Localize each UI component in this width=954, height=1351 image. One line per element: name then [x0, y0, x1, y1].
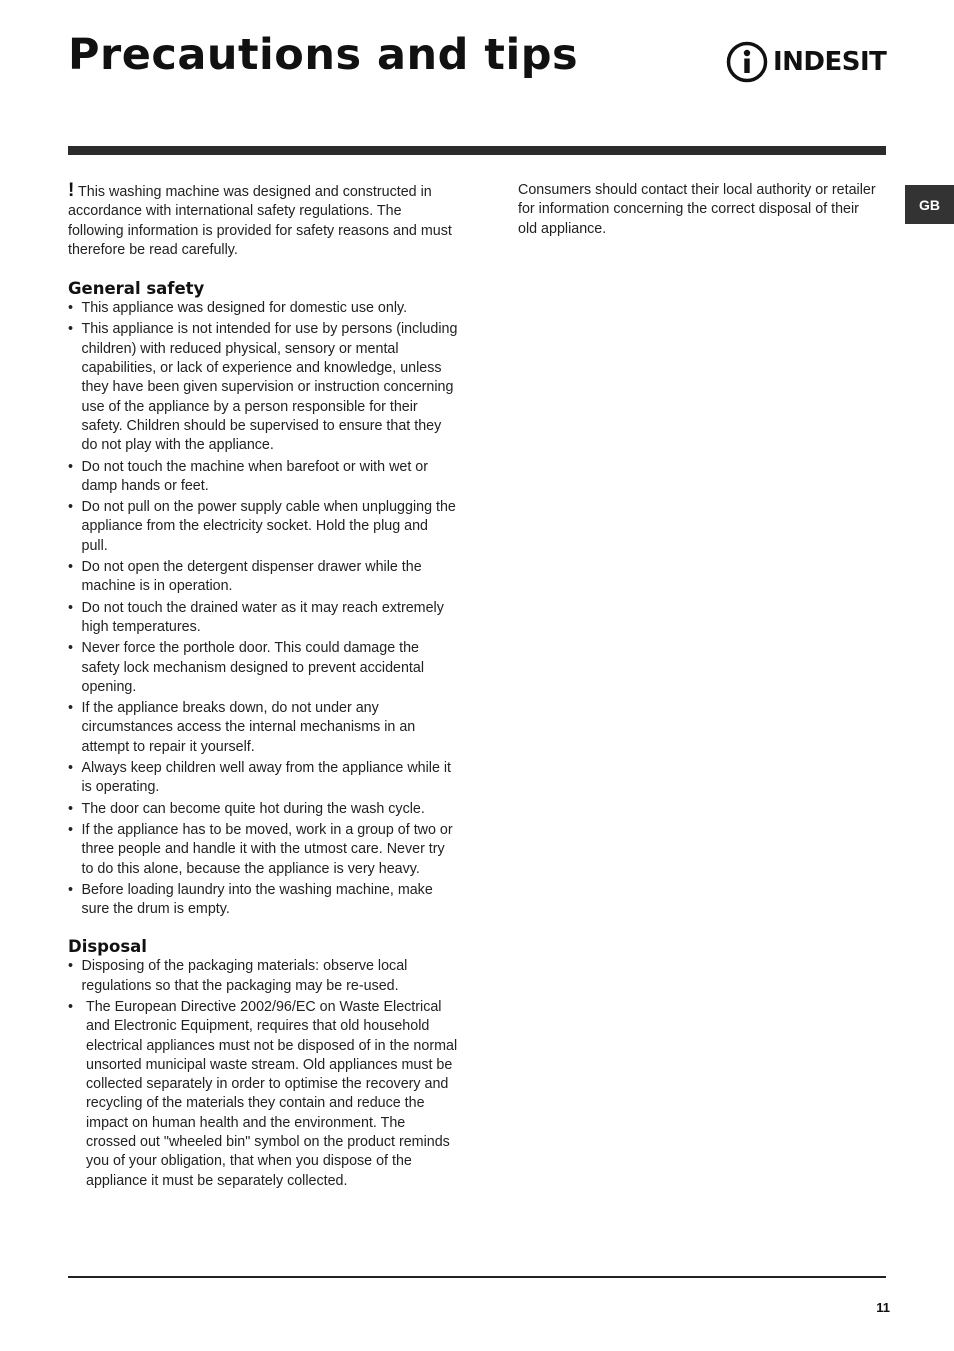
intro-paragraph — [68, 181, 458, 260]
list-item: • Do not pull on the power supply cable when unplugging the appliance from the electricity socket. Hold the plug and pull. — [68, 498, 458, 556]
list-item: • The European Directive 2002/96/EC on Waste Electrical and Electronic Equipment, requires that old household electrical appliances must not be disposed of in the normal unsorted municipal waste stream. Old appliances must be collected separately in order to optimise the recovery and recycling of the materials they contain and reduce the impact on human health and the environment. The crossed out "wheeled bin" symbol on the product reminds you of your obligation, that when you dispose of the appliance it must be separately collected. — [68, 998, 458, 1191]
list-item: • Do not touch the drained water as it may reach extremely high temperatures. — [68, 599, 458, 638]
disposal-heading: Disposal — [68, 937, 147, 957]
general-safety-heading: General safety — [68, 279, 205, 299]
list-item: • If the appliance has to be moved, work in a group of two or three people and handle it with the utmost care. Never try to do this alone, because the appliance is very heavy. — [68, 821, 458, 879]
list-item: • Never force the porthole door. This could damage the safety lock mechanism designed to prevent accidental opening. — [68, 639, 458, 697]
list-item: • Do not open the detergent dispenser drawer while the machine is in operation. — [68, 558, 458, 597]
warning-mark: ! — [68, 180, 75, 201]
footer-rule — [68, 1276, 886, 1278]
left-column — [68, 181, 458, 1193]
list-item: • Do not touch the machine when barefoot or with wet or damp hands or feet. — [68, 458, 458, 497]
list-item: • If the appliance breaks down, do not under any circumstances access the internal mechanisms in an attempt to repair it yourself. — [68, 699, 458, 757]
list-item: • Before loading laundry into the washing machine, make sure the drum is empty. — [68, 881, 458, 920]
right-column — [518, 181, 878, 239]
indesit-logo-wordmark: INDESIT — [773, 47, 887, 77]
consumer-info-paragraph: Consumers should contact their local authority or retailer for information concerning the correct disposal of their old appliance. — [518, 182, 876, 237]
indesit-logo — [726, 40, 888, 84]
general-safety-list — [68, 299, 458, 919]
list-item: • Disposing of the packaging materials: observe local regulations so that the packaging may be re-used. — [68, 957, 458, 996]
page-number: 11 — [876, 1300, 890, 1315]
indesit-logo-icon — [726, 41, 768, 83]
header-rule — [68, 146, 886, 155]
list-item: • The door can become quite hot during the wash cycle. — [68, 800, 458, 819]
intro-text: This washing machine was designed and constructed in accordance with international safety regulations. The following information is provided for safety reasons and must therefore be read carefully. — [68, 184, 452, 258]
page-title: Precautions and tips — [68, 30, 579, 80]
language-tab: GB — [905, 185, 954, 224]
list-item: • This appliance is not intended for use by persons (including children) with reduced physical, sensory or mental capabilities, or lack of experience and knowledge, unless they have been given supervision or instruction concerning use of the appliance by a person responsible for their safety. Children should be supervised to ensure that they do not play with the appliance. — [68, 320, 458, 455]
list-item: • Always keep children well away from the appliance while it is operating. — [68, 759, 458, 798]
list-item: • This appliance was designed for domestic use only. — [68, 299, 458, 318]
disposal-list — [68, 957, 458, 1191]
